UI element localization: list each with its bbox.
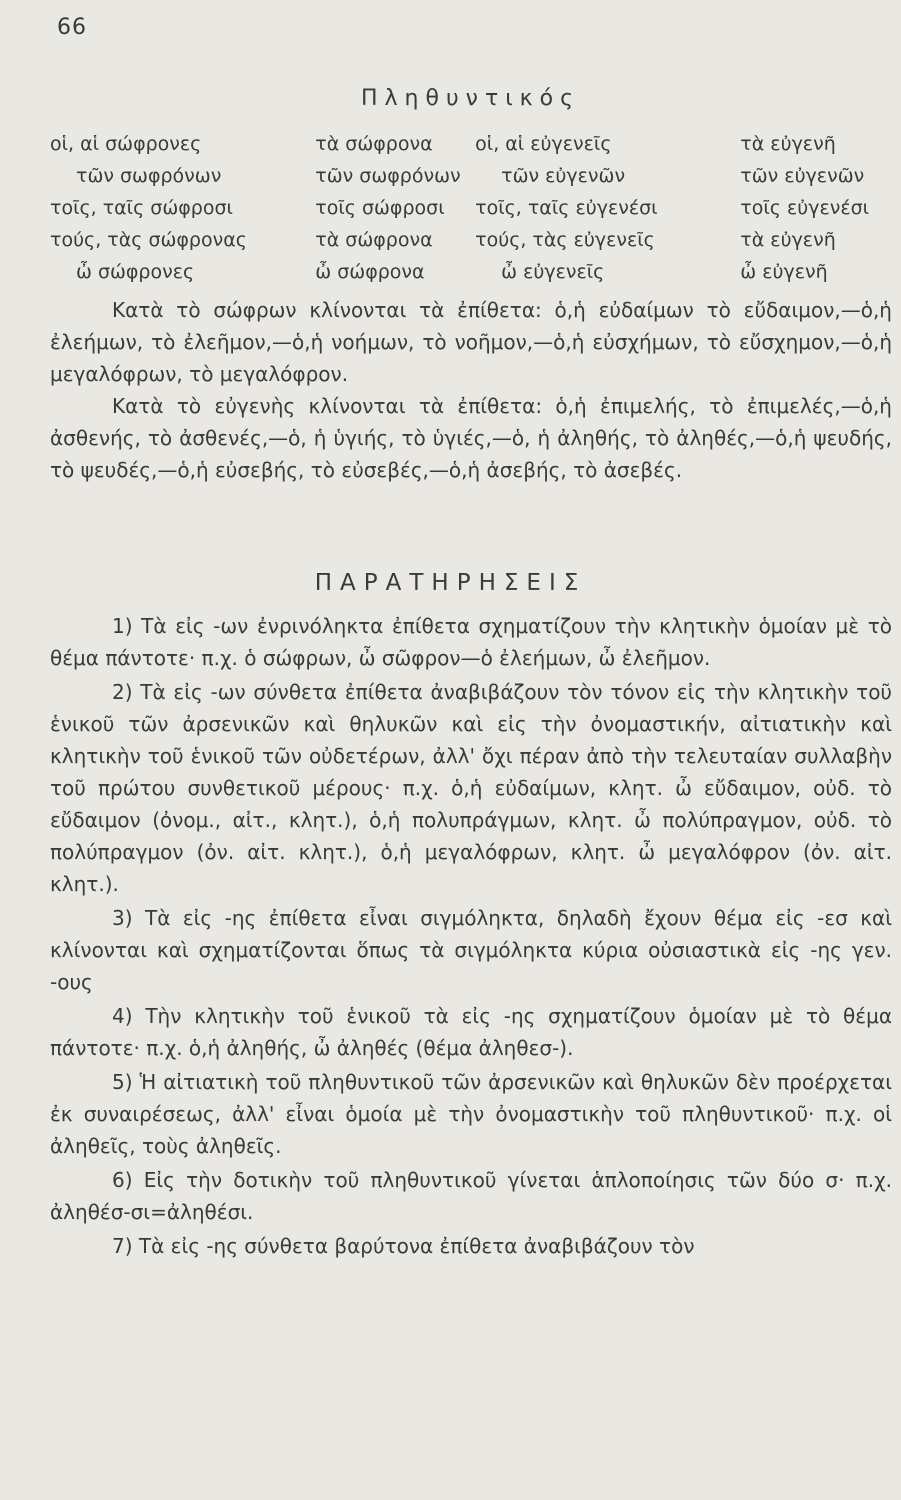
paragraph: Κατὰ τὸ εὐγενὴς κλίνονται τὰ ἐπίθετα: ὁ,ἡ ἐπιμελής, τὸ ἐπιμελές,—ὁ,ἡ ἀσθενής, τὸ ἀσθενές,—ὁ, ἡ ὑγιής, τὸ ὑγιές,—ὁ, ἡ ἀληθής, τὸ ἀληθές,—ὁ,ἡ ψευδής, τὸ ψευδές,—ὁ,ἡ εὐσεβής, τὸ εὐσεβές,—ὁ,ἡ ἀσεβής, τὸ ἀσεβές. — [50, 394, 892, 482]
note-item: 1) Τὰ εἰς -ων ἐνρινόληκτα ἐπίθετα σχηματίζουν τὴν κλητικὴν ὁμοίαν μὲ τὸ θέμα πάντοτε· π.χ. ὁ σώφρων, ὦ σῶφρον—ὁ ἐλεήμων, ὦ ἐλεῆμον. — [50, 614, 892, 670]
note-item: 2) Τὰ εἰς -ων σύνθετα ἐπίθετα ἀναβιβάζουν τὸν τόνον εἰς τὴν κλητικὴν τοῦ ἑνικοῦ τῶν ἀρσενικῶν καὶ θηλυκῶν καὶ εἰς τὴν ὀνομαστικήν, αἰτιατικὴν καὶ κλητικὴν τοῦ ἑνικοῦ τῶν οὐδετέρων, ἀλλ' ὄχι πέραν ἀπὸ τὴν τελευταίαν συλλαβὴν τοῦ πρώτου συνθετικοῦ μέρους· π.χ. ὁ,ἡ εὐδαίμων, κλητ. ὦ εὔδαιμον, οὐδ. τὸ εὔδαιμον (ὀνομ., αἰτ., κλητ.), ὁ,ἡ πολυπράγμων, κλητ. ὦ πολύπραγμον, οὐδ. τὸ πολύπραγμον (ὀν. αἰτ. κλητ.), ὁ,ἡ μεγαλόφρων, κλητ. ὦ μεγαλόφρον (ὀν. αἰτ. κλητ.). — [50, 680, 892, 896]
note-item: 6) Εἰς τὴν δοτικὴν τοῦ πληθυντικοῦ γίνεται ἁπλοποίησις τῶν δύο σ· π.χ. ἀληθέσ-σι=ἀληθέσι. — [50, 1168, 892, 1224]
paragraph: Κατὰ τὸ σώφρων κλίνονται τὰ ἐπίθετα: ὁ,ἡ εὐδαίμων τὸ εὔδαιμον,—ὁ,ἡ ἐλεήμων, τὸ ἐλεῆμον,—ὁ,ἡ νοήμων, τὸ νοῆμον,—ὁ,ἡ εὐσχήμων, τὸ εὔσχημον,—ὁ,ἡ μεγαλόφρων, τὸ μεγαλόφρον. — [50, 298, 892, 386]
table-cell: τῶν εὐγενῶν — [501, 165, 626, 187]
table-cell: ὦ σώφρονα — [315, 261, 425, 283]
table-cell: τῶν σωφρόνων — [315, 165, 461, 187]
table-cell: τὰ εὐγενῆ — [740, 229, 836, 251]
table-row — [50, 224, 900, 256]
table-cell: τὰ σώφρονα — [315, 229, 433, 251]
table-cell: τούς, τὰς σώφρονας — [50, 229, 247, 251]
table-row — [50, 256, 900, 288]
note-item: 4) Τὴν κλητικὴν τοῦ ἑνικοῦ τὰ εἰς -ης σχηματίζουν ὁμοίαν μὲ τὸ θέμα πάντοτε· π.χ. ὁ,ἡ ἀληθής, ὦ ἀληθές (θέμα ἀληθεσ-). — [50, 1004, 892, 1060]
paragraphs-block — [50, 294, 892, 486]
table-cell: τούς, τὰς εὐγενεῖς — [475, 229, 655, 251]
table-cell: τῶν εὐγενῶν — [740, 165, 865, 187]
note-item: 7) Τὰ εἰς -ης σύνθετα βαρύτονα ἐπίθετα ἀναβιβάζουν τὸν — [112, 1234, 695, 1258]
table-cell: ὦ εὐγενεῖς — [501, 261, 605, 283]
notes-heading: ΠΑΡΑΤΗΡΗΣΕΙΣ — [314, 570, 587, 596]
table-cell: ὦ σώφρονες — [76, 261, 195, 283]
table-cell: τοῖς εὐγενέσι — [740, 197, 870, 219]
page-number: 66 — [57, 15, 87, 40]
table-cell: τὰ σώφρονα — [315, 133, 433, 155]
table-heading: Πληθυντικός — [360, 86, 580, 111]
declension-table — [50, 128, 900, 288]
table-row — [50, 192, 900, 224]
table-cell: τοῖς, ταῖς σώφροσι — [50, 197, 233, 219]
table-cell: οἱ, αἱ σώφρονες — [50, 133, 202, 155]
table-cell: τὰ εὐγενῆ — [740, 133, 836, 155]
table-cell: τῶν σωφρόνων — [76, 165, 222, 187]
table-row — [50, 128, 900, 160]
table-cell: ὦ εὐγενῆ — [740, 261, 828, 283]
table-cell: τοῖς σώφροσι — [315, 197, 445, 219]
table-row — [50, 160, 900, 192]
table-cell: οἱ, αἱ εὐγενεῖς — [475, 133, 612, 155]
table-cell: τοῖς, ταῖς εὐγενέσι — [475, 197, 658, 219]
notes-list — [50, 610, 892, 1264]
note-item: 3) Τὰ εἰς -ης ἐπίθετα εἶναι σιγμόληκτα, δηλαδὴ ἔχουν θέμα εἰς -εσ καὶ κλίνονται καὶ σχηματίζονται ὅπως τὰ σιγμόληκτα κύρια οὐσιαστικὰ εἰς -ης γεν. -ους — [50, 906, 892, 994]
note-item: 5) Ἡ αἰτιατικὴ τοῦ πληθυντικοῦ τῶν ἀρσενικῶν καὶ θηλυκῶν δὲν προέρχεται ἐκ συναιρέσεως, ἀλλ' εἶναι ὁμοία μὲ τὴν ὀνομαστικὴν τοῦ πληθυντικοῦ· π.χ. οἱ ἀληθεῖς, τοὺς ἀληθεῖς. — [50, 1070, 892, 1158]
